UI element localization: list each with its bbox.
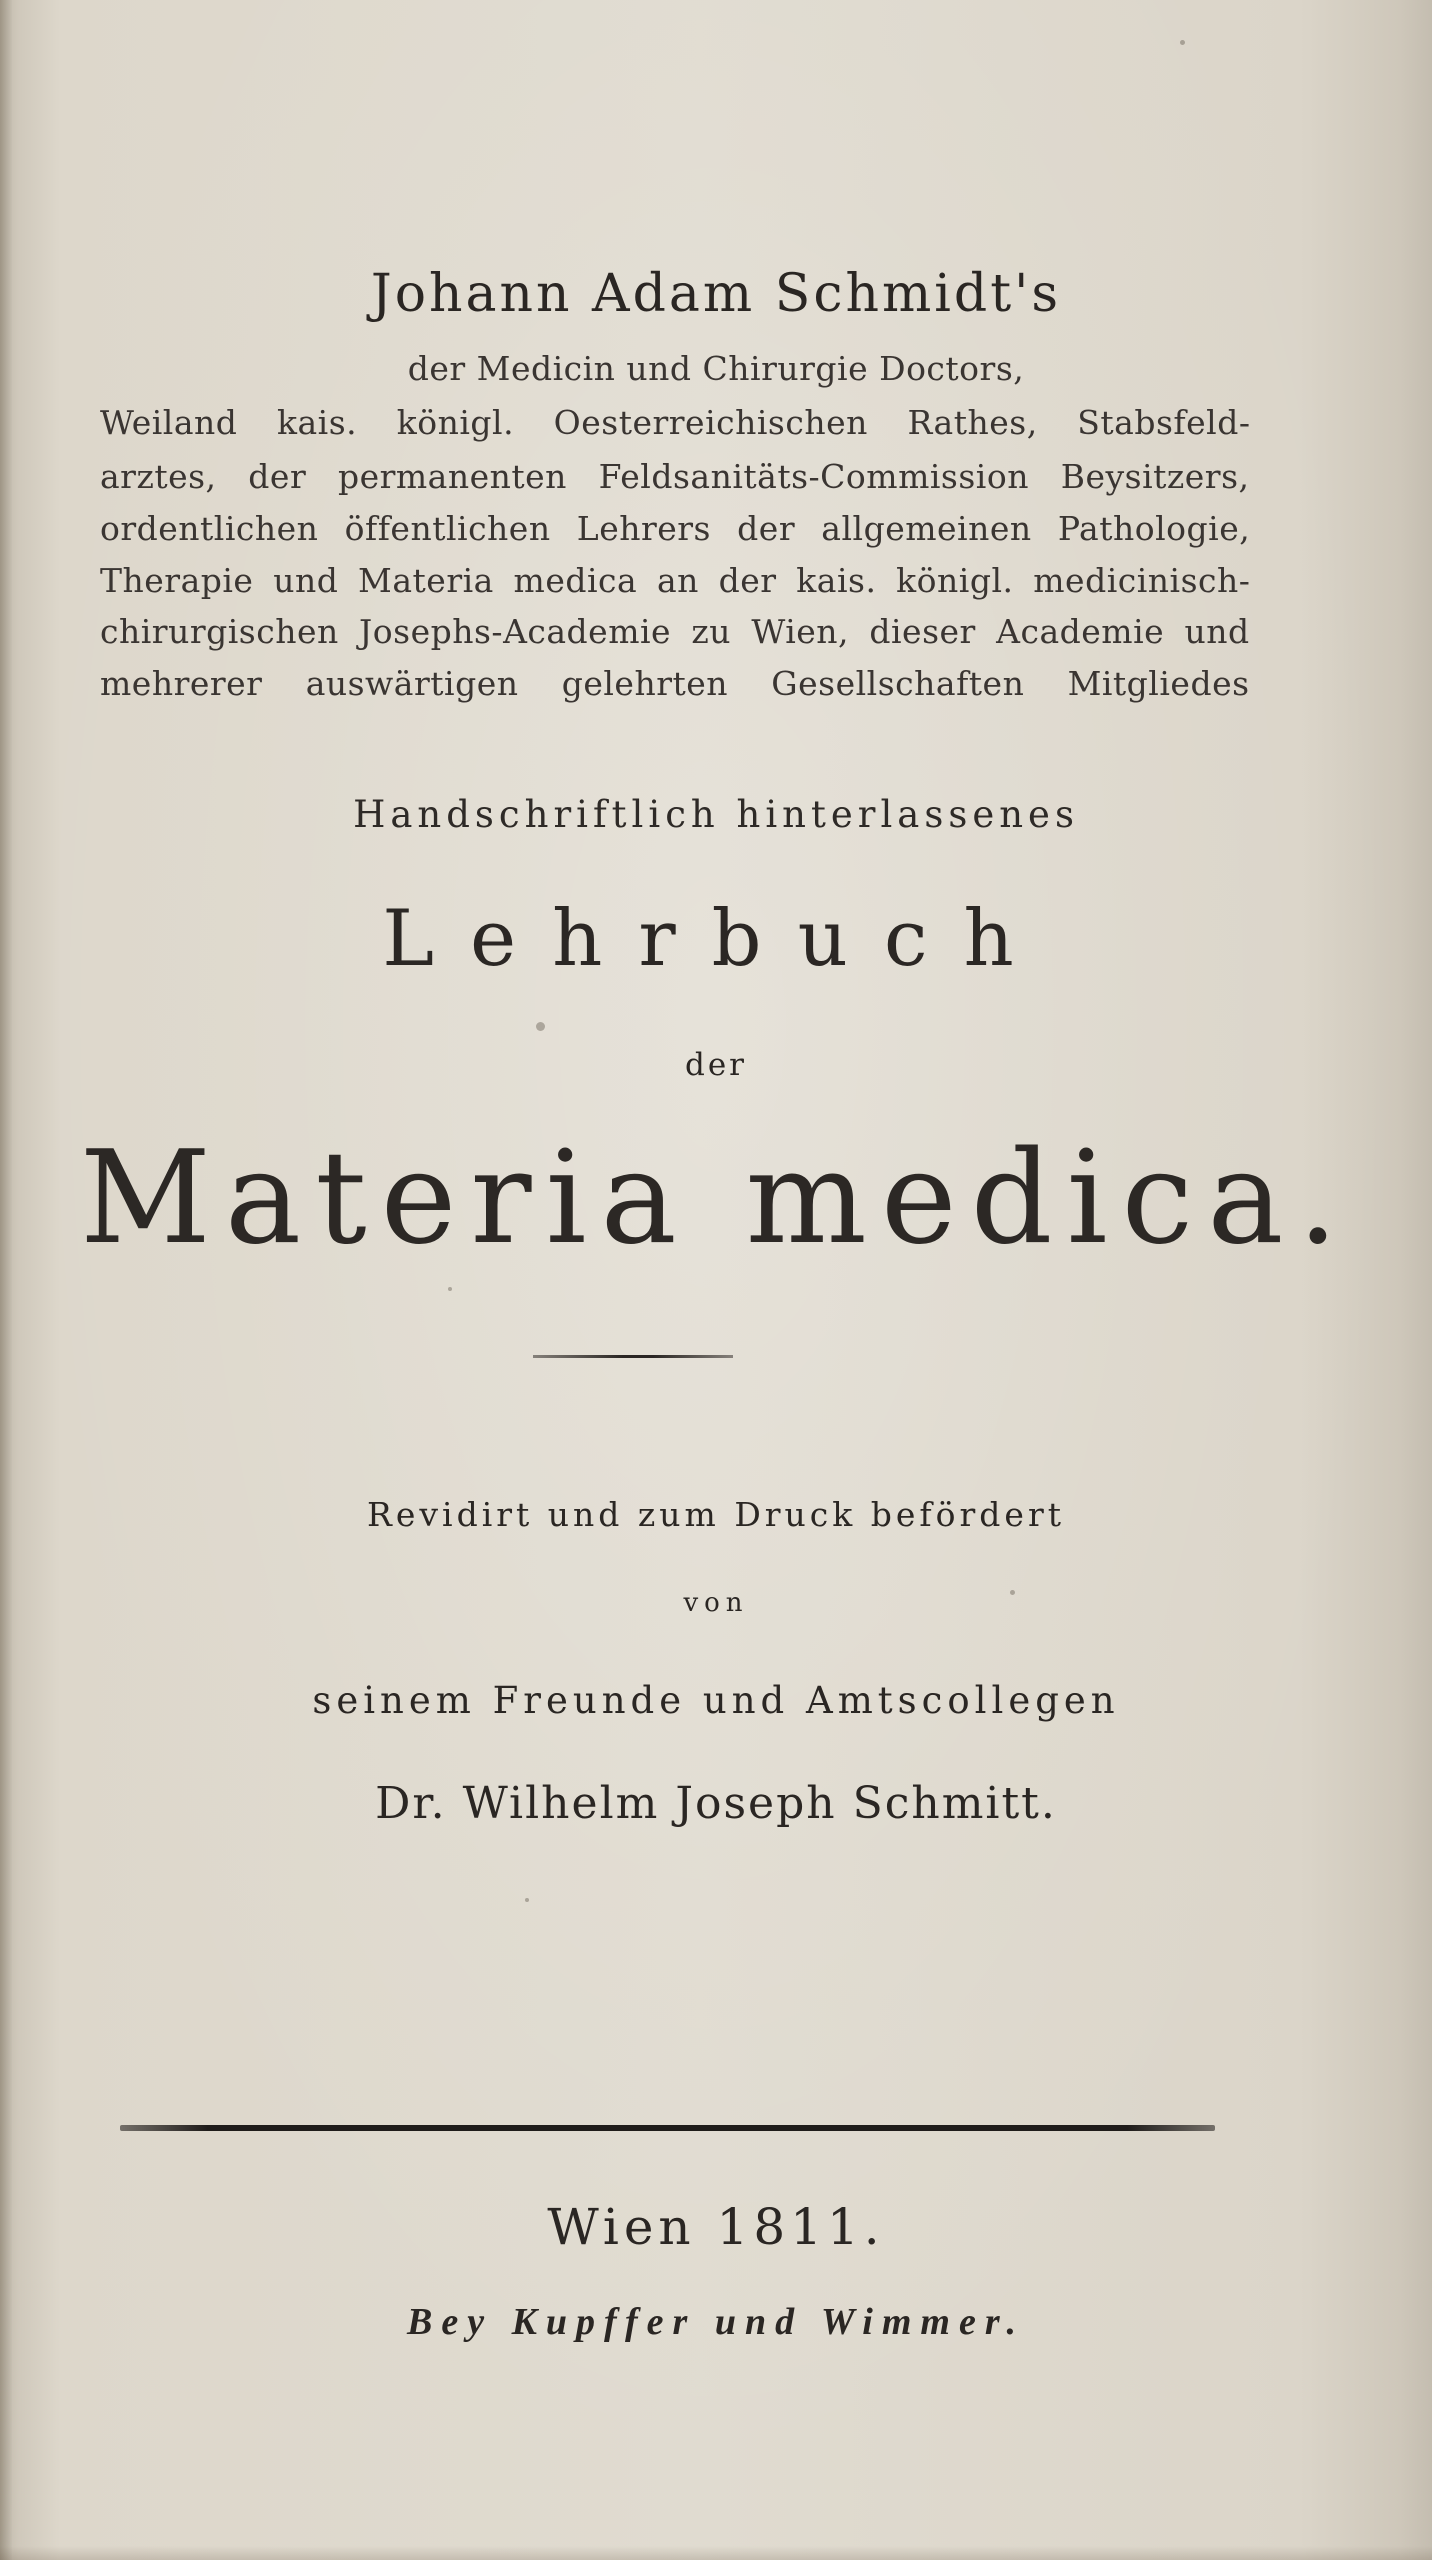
paper-speck <box>1180 40 1185 45</box>
author-bio-line-1: der Medicin und Chirurgie Doctors, <box>407 349 1025 388</box>
author-bio-line-4: ordentlichen öffentlichen Lehrers der allgemeinen Pathologie, <box>100 509 1251 548</box>
author-bio-line-5: Therapie und Materia medica an der kais. königl. medicinisch- <box>100 561 1251 600</box>
by-line: von <box>683 1588 749 1618</box>
paper-speck <box>536 1022 545 1031</box>
paper-speck <box>1010 1590 1015 1595</box>
main-title: Lehrbuch <box>382 894 1050 984</box>
subject-title: Materia medica. <box>79 1124 1353 1273</box>
editor-name: Dr. Wilhelm Joseph Schmitt. <box>375 1778 1057 1829</box>
author-bio-line-7: mehrerer auswärtigen gelehrten Gesellschaften Mitgliedes <box>100 664 1250 703</box>
page-bottom-edge <box>0 2546 1432 2560</box>
preface-line: Handschriftlich hinterlassenes <box>353 793 1079 836</box>
author-bio-line-3: arztes, der permanenten Feldsanitäts-Commission Beysitzers, <box>100 457 1250 496</box>
title-connector: der <box>684 1047 747 1083</box>
author-bio-line-2: Weiland kais. königl. Oesterreichischen Rathes, Stabsfeld- <box>100 403 1251 442</box>
editor-relation-line: seinem Freunde und Amtscollegen <box>312 1679 1120 1722</box>
author-bio-line-6: chirurgischen Josephs-Academie zu Wien, dieser Academie und <box>100 612 1250 651</box>
author-name: Johann Adam Schmidt's <box>370 264 1062 324</box>
publisher-line: Bey Kupffer und Wimmer. <box>406 2301 1026 2343</box>
place-year: Wien 1811. <box>547 2198 885 2256</box>
short-divider <box>533 1355 733 1358</box>
revision-line: Revidirt und zum Druck befördert <box>367 1495 1065 1534</box>
paper-speck <box>525 1898 529 1902</box>
paper-speck <box>448 1287 452 1291</box>
imprint-divider <box>120 2125 1215 2131</box>
